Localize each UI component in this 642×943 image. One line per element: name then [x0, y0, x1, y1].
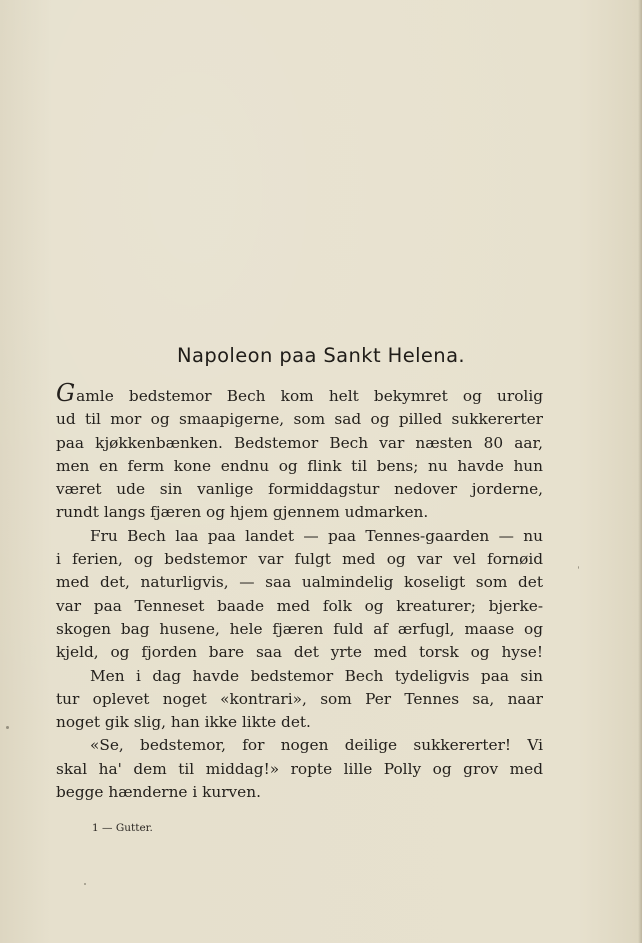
paragraph-line: rundt langs fjæren og hjem gjennem udmarken.	[56, 503, 429, 522]
paragraph-line: været ude sin vanlige formiddagstur nedover jorderne,	[56, 480, 543, 499]
paragraph-line: kjeld, og fjorden bare saa det yrte med torsk og hyse!	[56, 643, 543, 662]
paragraph-line: var paa Tenneset baade med folk og kreaturer; bjerke-	[56, 596, 543, 615]
paragraph-line: Men i dag havde bedstemor Bech tydeligvis paa sin	[90, 666, 543, 685]
paragraph-line: men en ferm kone endnu og flink til bens; nu havde hun	[56, 456, 543, 475]
paper-speck	[84, 883, 86, 885]
chapter-title: Napoleon paa Sankt Helena.	[176, 344, 466, 367]
paragraph-line: skal ha' dem til middag!» ropte lille Polly og grov med	[56, 759, 543, 778]
paragraph-line: i ferien, og bedstemor var fulgt med og var vel fornøid	[56, 550, 543, 569]
paragraph-line: Fru Bech laa paa landet — paa Tennes-gaarden — nu	[90, 526, 543, 545]
paragraph-line: begge hænderne i kurven.	[56, 783, 261, 802]
paragraph-line: paa kjøkkenbænken. Bedstemor Bech var næsten 80 aar,	[56, 433, 543, 452]
paragraph-line: tur oplevet noget «kontrari», som Per Tennes sa, naar	[56, 689, 543, 708]
page-edge-shadow	[638, 0, 642, 943]
drop-cap: G	[56, 379, 76, 407]
footnote: 1 — Gutter.	[92, 822, 153, 834]
paragraph-line: Gamle bedstemor Bech kom helt bekymret og urolig	[56, 379, 543, 407]
paper-speck	[578, 566, 579, 569]
paragraph-line: ud til mor og smaapigerne, som sad og pilled sukkererter	[56, 410, 543, 429]
paragraph-line: noget gik slig, han ikke likte det.	[56, 713, 311, 732]
paragraph-line: «Se, bedstemor, for nogen deilige sukkererter! Vi	[90, 736, 543, 755]
paragraph-line: skogen bag husene, hele fjæren fuld af ærfugl, maase og	[56, 619, 543, 638]
body-text	[56, 381, 543, 804]
paragraph-line: med det, naturligvis, — saa ualmindelig koseligt som det	[56, 573, 543, 592]
paper-speck	[6, 726, 9, 729]
